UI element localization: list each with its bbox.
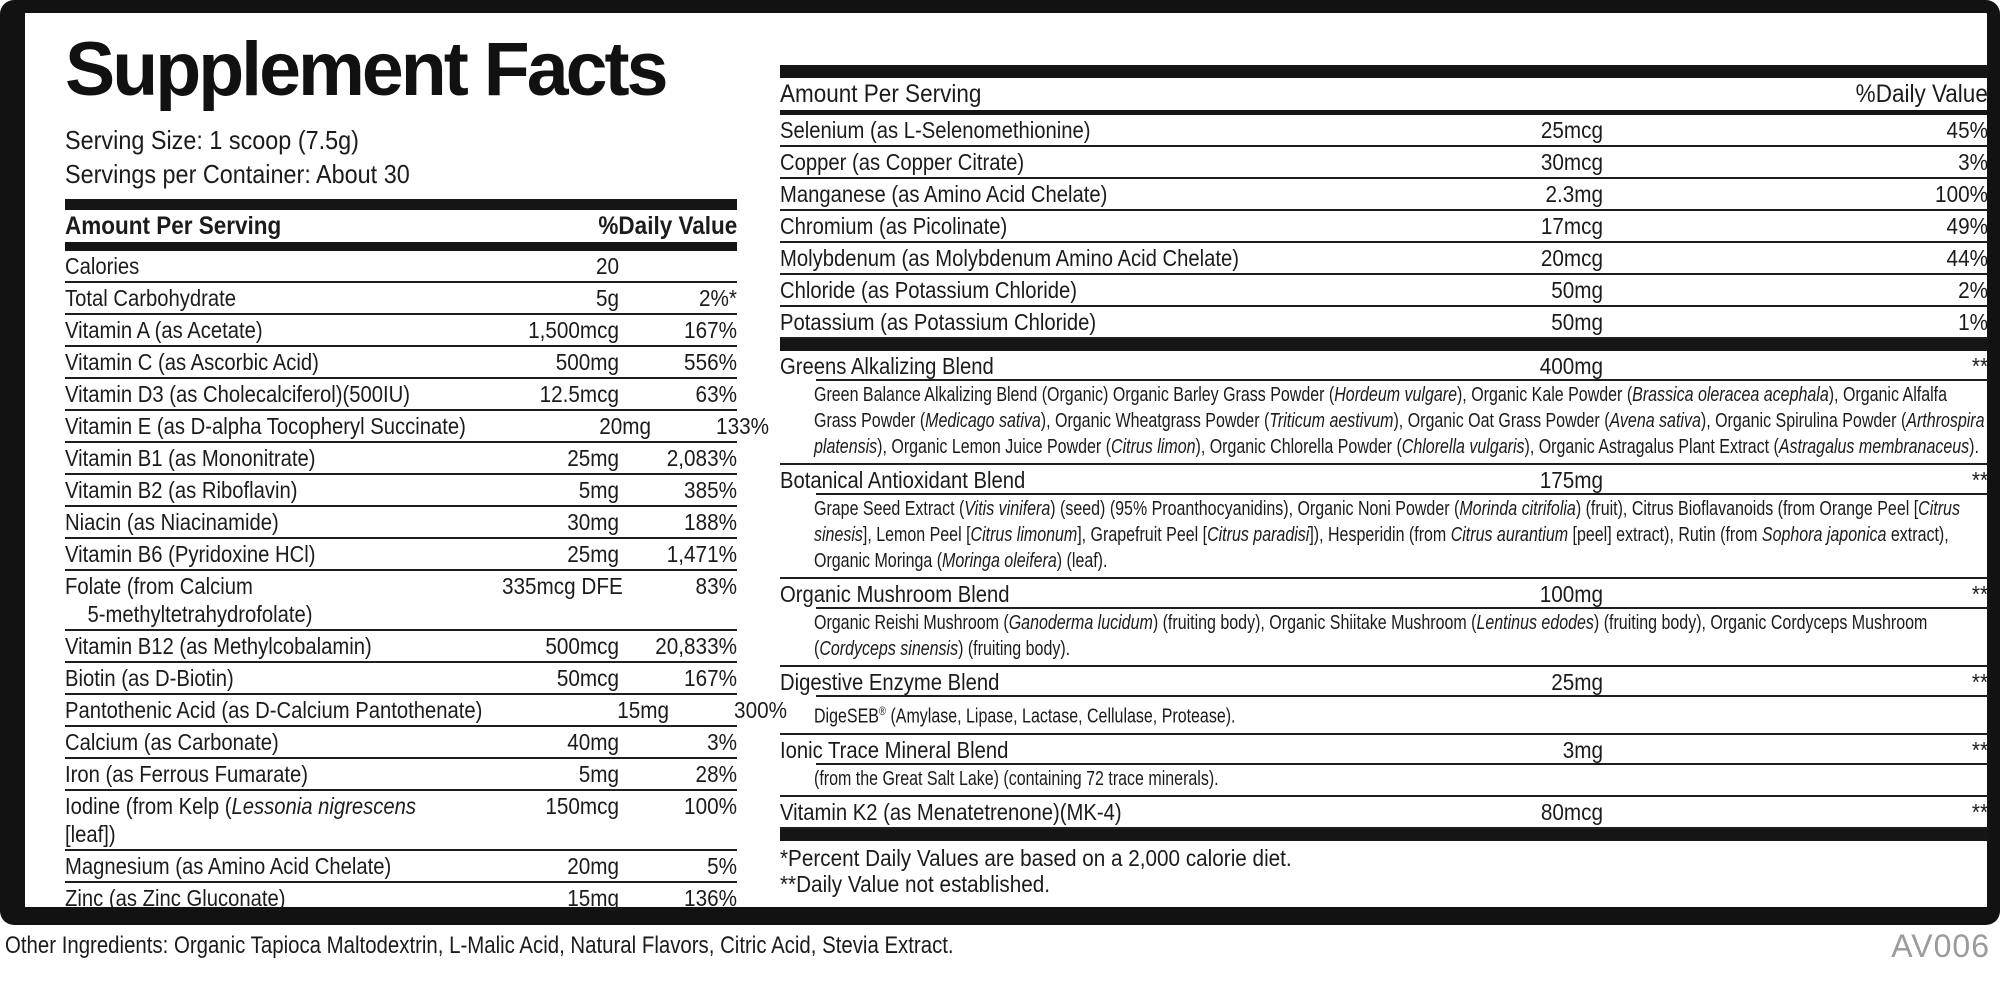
row-amount: 12.5mcg: [539, 381, 619, 407]
footnote-daily-values: *Percent Daily Values are based on a 2,000 calorie diet.: [780, 844, 1292, 871]
row-amount: 1,500mcg: [528, 317, 619, 343]
blend-ingredients-text: DigeSEB® (Amylase, Lipase, Lactase, Cellulase, Protease).: [814, 704, 1236, 728]
blend-ingredients: [814, 697, 1988, 733]
blend-daily-value: **: [1971, 736, 1988, 763]
table-row: [65, 507, 737, 539]
blend-name: Digestive Enzyme Blend: [780, 669, 1000, 695]
row-daily-value: 45%: [1946, 117, 1988, 143]
divider-bar: [65, 242, 737, 251]
amount-per-serving-header: Amount Per Serving: [65, 212, 282, 240]
row-daily-value: 3%: [1958, 149, 1988, 175]
row-daily-value: 5%: [707, 853, 737, 879]
blend-amount: 400mg: [1539, 353, 1603, 379]
daily-value-header: %Daily Value: [598, 212, 737, 240]
row-name: Calcium (as Carbonate): [65, 729, 279, 755]
right-column: [780, 65, 1988, 897]
blend-ingredients-text: Organic Reishi Mushroom (Ganoderma lucidum) (fruiting body), Organic Shiitake Mushroom (Lentinus edodes) (fruiting body), Organic Cordyceps Mushroom (Cordyceps sinensis) (fruiting body).: [814, 612, 1928, 660]
row-name: Niacin (as Niacinamide): [65, 509, 279, 535]
blend-ingredients-text: (from the Great Salt Lake) (containing 72 trace minerals).: [814, 767, 1219, 790]
row-amount: 150mcg: [545, 793, 619, 819]
blend-amount: 100mg: [1539, 581, 1603, 607]
row-name: Zinc (as Zinc Gluconate): [65, 885, 286, 911]
row-amount: 500mg: [555, 349, 619, 375]
row-name: Biotin (as D-Biotin): [65, 665, 234, 691]
table-row: [780, 179, 1988, 211]
row-amount: 2.3mg: [1545, 181, 1603, 207]
blend-header-row: [780, 351, 1988, 381]
table-row: [65, 791, 737, 851]
table-row: [65, 251, 737, 283]
footnote-not-established: **Daily Value not established.: [780, 870, 1051, 897]
divider-bar: [65, 199, 737, 210]
row-amount: 20mg: [567, 853, 619, 879]
daily-value-header: %Daily Value: [1855, 80, 1988, 108]
row-amount: 20mcg: [1540, 245, 1603, 271]
blend-ingredients: [814, 495, 1988, 577]
divider-bar: [780, 339, 1988, 351]
table-row: [65, 571, 737, 631]
blend-block: [780, 797, 1988, 829]
table-row: [65, 851, 737, 883]
row-daily-value: 167%: [684, 317, 737, 343]
row-amount: 50mg: [1551, 309, 1603, 335]
row-name: Vitamin B2 (as Riboflavin): [65, 477, 298, 503]
table-row: [65, 695, 788, 727]
blend-name: Vitamin K2 (as Menatetrenone)(MK-4): [780, 798, 1122, 825]
table-row: [65, 379, 737, 411]
right-nutrient-table: [780, 115, 1988, 339]
row-daily-value: 188%: [684, 509, 737, 535]
table-row: [65, 443, 737, 475]
blend-daily-value: **: [1971, 798, 1988, 825]
blend-ingredients: [814, 381, 1988, 463]
row-name: Vitamin E (as D-alpha Tocopheryl Succinate): [65, 413, 466, 439]
blend-name: Ionic Trace Mineral Blend: [780, 736, 1009, 763]
blend-amount: 25mg: [1551, 669, 1603, 695]
row-daily-value: 1%: [1958, 309, 1988, 335]
blend-ingredients: [814, 609, 1988, 665]
row-daily-value: 2%*: [699, 285, 737, 311]
table-row: [65, 631, 737, 663]
row-name: Iron (as Ferrous Fumarate): [65, 761, 308, 787]
blend-ingredients: [814, 765, 1988, 795]
left-column: [65, 27, 788, 913]
row-name: Pantothenic Acid (as D-Calcium Pantothenate): [65, 697, 483, 723]
blend-block: [780, 465, 1988, 579]
row-amount: 500mcg: [545, 633, 619, 659]
blend-daily-value: **: [1971, 669, 1988, 695]
blend-header-row: [780, 465, 1988, 495]
row-amount: 15mg: [567, 885, 619, 911]
row-daily-value: 100%: [1935, 181, 1988, 207]
row-name: Vitamin A (as Acetate): [65, 317, 263, 343]
row-daily-value: 167%: [684, 665, 737, 691]
row-amount: 335mcg DFE: [502, 573, 623, 599]
table-row: [65, 759, 737, 791]
row-amount: 50mg: [1551, 277, 1603, 303]
table-row: [65, 883, 737, 913]
blend-daily-value: **: [1971, 467, 1988, 493]
row-amount: 25mcg: [1540, 117, 1603, 143]
row-daily-value: 556%: [684, 349, 737, 375]
table-row: [780, 307, 1988, 339]
table-row: [65, 283, 737, 315]
row-name: Vitamin C (as Ascorbic Acid): [65, 349, 319, 375]
blend-ingredients-text: Grape Seed Extract (Vitis vinifera) (seed) (95% Proanthocyanidins), Organic Noni Powder (Morinda citrifolia) (fruit), Citrus Bioflavanoids (from Orange Peel [Citrus sinesis], Lemon Peel [Citrus limonum], Grapefruit Peel [Citrus paradisi]), Hesperidin (from Citrus aurantium [peel] extract), Rutin (from Sophora japonica extract), Organic Moringa (Moringa oleifera) (leaf).: [814, 498, 1960, 572]
table-row: [780, 211, 1988, 243]
row-name: Vitamin B6 (Pyridoxine HCl): [65, 541, 316, 567]
row-amount: 30mg: [567, 509, 619, 535]
row-name: Vitamin B12 (as Methylcobalamin): [65, 633, 372, 659]
row-amount: 25mg: [567, 445, 619, 471]
row-name: Vitamin B1 (as Mononitrate): [65, 445, 316, 471]
row-name: Iodine (from Kelp (Lessonia nigrescens [leaf]): [65, 793, 417, 847]
row-name: Chromium (as Picolinate): [780, 213, 1008, 239]
row-amount: 20: [595, 253, 619, 279]
blend-ingredients-text: Green Balance Alkalizing Blend (Organic) Organic Barley Grass Powder (Hordeum vulgare), Organic Kale Powder (Brassica oleracea acephala), Organic Alfalfa Grass Powder (Medicago sativa), Organic Wheatgrass Powder (Triticum aestivum), Organic Oat Grass Powder (Avena sativa), Organic Spirulina Powder (Arthrospira platensis), Organic Lemon Juice Powder (Citrus limon), Organic Chlorella Powder (Chlorella vulgaris), Organic Astragalus Plant Extract (Astragalus membranaceus).: [814, 384, 1985, 458]
divider-bar: [780, 65, 1988, 78]
row-name: Manganese (as Amino Acid Chelate): [780, 181, 1108, 207]
table-row: [780, 115, 1988, 147]
row-daily-value: 136%: [684, 885, 737, 911]
blend-block: [780, 351, 1988, 465]
left-nutrient-table: [65, 251, 788, 913]
row-daily-value: 300%: [734, 697, 788, 723]
blend-header-row: [780, 579, 1988, 609]
table-row: [65, 411, 769, 443]
row-name: Potassium (as Potassium Chloride): [780, 309, 1097, 335]
row-amount: 17mcg: [1540, 213, 1603, 239]
divider-bar: [780, 829, 1988, 841]
blend-name: Greens Alkalizing Blend: [780, 353, 994, 379]
blend-daily-value: **: [1971, 581, 1988, 607]
row-name: Calories: [65, 253, 140, 279]
row-amount: 15mg: [617, 697, 670, 723]
serving-size: Serving Size: 1 scoop (7.5g): [65, 125, 359, 155]
row-daily-value: 385%: [684, 477, 737, 503]
row-daily-value: 100%: [684, 793, 737, 819]
table-row: [780, 275, 1988, 307]
table-row: [65, 663, 737, 695]
row-daily-value: 1,471%: [666, 541, 737, 567]
row-daily-value: 63%: [695, 381, 737, 407]
row-daily-value: 2,083%: [666, 445, 737, 471]
row-daily-value: 133%: [715, 413, 769, 439]
row-name: Copper (as Copper Citrate): [780, 149, 1025, 175]
row-amount: 5mg: [578, 761, 619, 787]
blend-name: Botanical Antioxidant Blend: [780, 467, 1026, 493]
servings-per-container: Servings per Container: About 30: [65, 159, 410, 189]
blend-block: [780, 667, 1988, 735]
table-row: [65, 475, 737, 507]
proprietary-blends: [780, 351, 1988, 829]
table-row: [65, 727, 737, 759]
row-name: Magnesium (as Amino Acid Chelate): [65, 853, 392, 879]
table-row: [65, 539, 737, 571]
row-daily-value: 28%: [695, 761, 737, 787]
blend-amount: 80mcg: [1540, 798, 1603, 825]
amount-per-serving-header: Amount Per Serving: [780, 80, 982, 108]
label-code: AV006: [1891, 928, 1990, 964]
table-row: [65, 315, 737, 347]
row-name: Selenium (as L-Selenomethionine): [780, 117, 1091, 143]
blend-name: Organic Mushroom Blend: [780, 581, 1010, 607]
row-daily-value: 83%: [695, 573, 737, 599]
row-daily-value: 3%: [707, 729, 737, 755]
row-daily-value: 44%: [1946, 245, 1988, 271]
blend-daily-value: **: [1971, 353, 1988, 379]
row-name: Molybdenum (as Molybdenum Amino Acid Chelate): [780, 245, 1240, 271]
blend-amount: 3mg: [1562, 736, 1603, 763]
left-table-header: [65, 210, 737, 242]
right-table-header: [780, 78, 1988, 110]
row-name: Total Carbohydrate: [65, 285, 237, 311]
row-amount: 40mg: [567, 729, 619, 755]
blend-block: [780, 735, 1988, 797]
row-daily-value: 2%: [1958, 277, 1988, 303]
row-name: Folate (from Calcium 5-methyltetrahydrofolate): [65, 573, 313, 627]
page-title: Supplement Facts: [65, 27, 666, 112]
row-amount: 30mcg: [1540, 149, 1603, 175]
row-amount: 5mg: [578, 477, 619, 503]
row-name: Vitamin D3 (as Cholecalciferol)(500IU): [65, 381, 410, 407]
other-ingredients: Other Ingredients: Organic Tapioca Maltodextrin, L-Malic Acid, Natural Flavors, Citric Acid, Stevia Extract.: [5, 932, 954, 959]
blend-amount: 175mg: [1539, 467, 1603, 493]
row-amount: 50mcg: [556, 665, 619, 691]
row-amount: 5g: [595, 285, 619, 311]
row-daily-value: 49%: [1946, 213, 1988, 239]
blend-header-row: [780, 735, 1988, 765]
table-row: [780, 147, 1988, 179]
row-name: Chloride (as Potassium Chloride): [780, 277, 1077, 303]
row-amount: 20mg: [598, 413, 651, 439]
blend-header-row: [780, 797, 1988, 827]
blend-block: [780, 579, 1988, 667]
table-row: [780, 243, 1988, 275]
blend-header-row: [780, 667, 1988, 697]
row-amount: 25mg: [567, 541, 619, 567]
table-row: [65, 347, 737, 379]
row-daily-value: 20,833%: [655, 633, 737, 659]
